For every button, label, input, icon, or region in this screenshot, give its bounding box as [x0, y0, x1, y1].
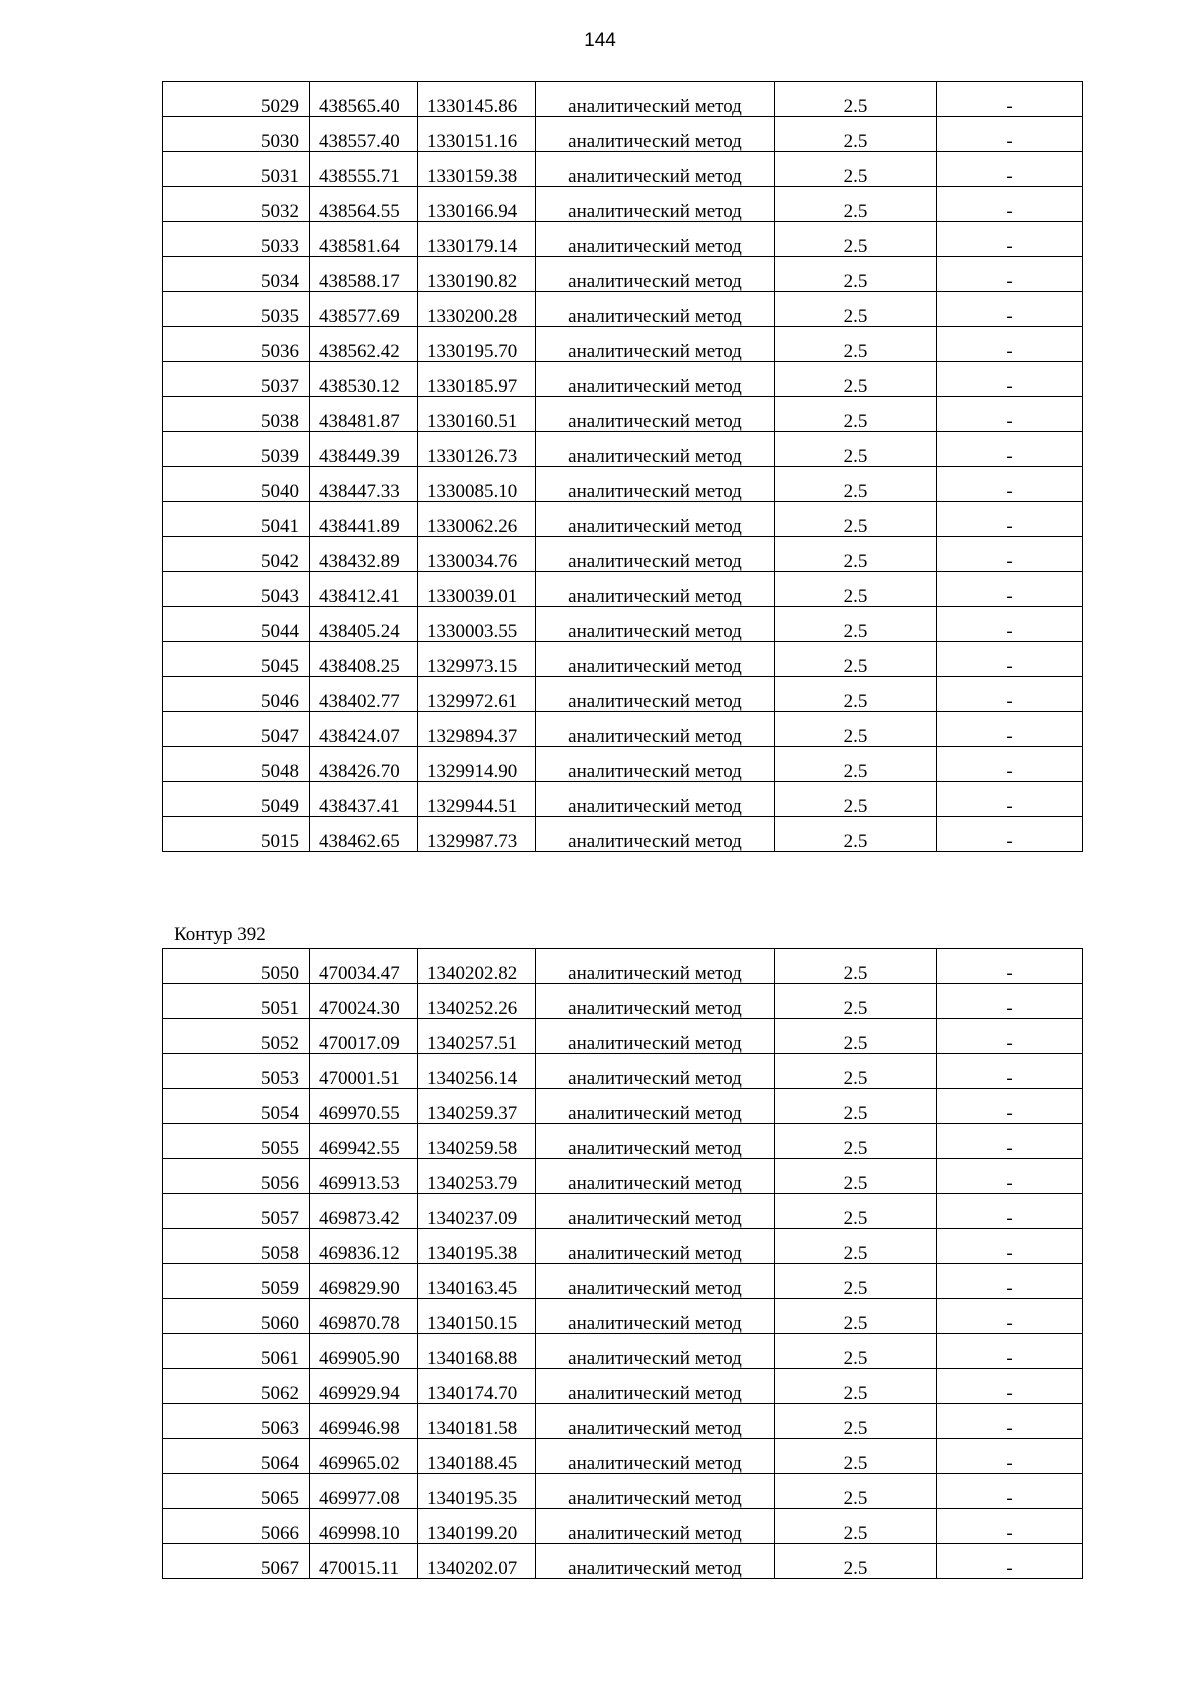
note-cell: - — [937, 152, 1083, 187]
point-number-cell: 5066 — [163, 1509, 310, 1544]
y-coordinate-cell: 1330145.86 — [418, 82, 536, 117]
note-cell: - — [937, 1439, 1083, 1474]
note-cell: - — [937, 117, 1083, 152]
x-coordinate-cell: 438462.65 — [310, 817, 418, 852]
point-number-cell: 5063 — [163, 1404, 310, 1439]
note-cell: - — [937, 467, 1083, 502]
method-cell: аналитический метод — [536, 747, 775, 782]
y-coordinate-cell: 1340195.38 — [418, 1229, 536, 1264]
note-cell: - — [937, 984, 1083, 1019]
method-cell: аналитический метод — [536, 1299, 775, 1334]
x-coordinate-cell: 438564.55 — [310, 187, 418, 222]
table-row — [163, 949, 1083, 984]
table-row — [163, 1019, 1083, 1054]
method-cell: аналитический метод — [536, 642, 775, 677]
point-number-cell: 5037 — [163, 362, 310, 397]
y-coordinate-cell: 1340257.51 — [418, 1019, 536, 1054]
point-number-cell: 5033 — [163, 222, 310, 257]
method-cell: аналитический метод — [536, 1544, 775, 1579]
x-coordinate-cell: 469970.55 — [310, 1089, 418, 1124]
table-row — [163, 257, 1083, 292]
method-cell: аналитический метод — [536, 1194, 775, 1229]
accuracy-cell: 2.5 — [775, 1264, 937, 1299]
coordinates-table-body — [163, 949, 1083, 1579]
y-coordinate-cell: 1329944.51 — [418, 782, 536, 817]
note-cell: - — [937, 1334, 1083, 1369]
accuracy-cell: 2.5 — [775, 1439, 937, 1474]
accuracy-cell: 2.5 — [775, 82, 937, 117]
table-row — [163, 222, 1083, 257]
method-cell: аналитический метод — [536, 1089, 775, 1124]
point-number-cell: 5064 — [163, 1439, 310, 1474]
y-coordinate-cell: 1329987.73 — [418, 817, 536, 852]
note-cell: - — [937, 949, 1083, 984]
method-cell: аналитический метод — [536, 949, 775, 984]
note-cell: - — [937, 1264, 1083, 1299]
y-coordinate-cell: 1330195.70 — [418, 327, 536, 362]
accuracy-cell: 2.5 — [775, 187, 937, 222]
note-cell: - — [937, 607, 1083, 642]
x-coordinate-cell: 438447.33 — [310, 467, 418, 502]
method-cell: аналитический метод — [536, 82, 775, 117]
table-row — [163, 397, 1083, 432]
y-coordinate-cell: 1330085.10 — [418, 467, 536, 502]
point-number-cell: 5038 — [163, 397, 310, 432]
method-cell: аналитический метод — [536, 187, 775, 222]
table-row — [163, 677, 1083, 712]
point-number-cell: 5058 — [163, 1229, 310, 1264]
note-cell: - — [937, 222, 1083, 257]
method-cell: аналитический метод — [536, 432, 775, 467]
table-row — [163, 467, 1083, 502]
note-cell: - — [937, 677, 1083, 712]
accuracy-cell: 2.5 — [775, 1054, 937, 1089]
point-number-cell: 5039 — [163, 432, 310, 467]
x-coordinate-cell: 469836.12 — [310, 1229, 418, 1264]
table-row — [163, 327, 1083, 362]
accuracy-cell: 2.5 — [775, 257, 937, 292]
accuracy-cell: 2.5 — [775, 782, 937, 817]
note-cell: - — [937, 747, 1083, 782]
accuracy-cell: 2.5 — [775, 1229, 937, 1264]
table-row — [163, 1264, 1083, 1299]
x-coordinate-cell: 438565.40 — [310, 82, 418, 117]
x-coordinate-cell: 438577.69 — [310, 292, 418, 327]
method-cell: аналитический метод — [536, 362, 775, 397]
x-coordinate-cell: 438581.64 — [310, 222, 418, 257]
point-number-cell: 5056 — [163, 1159, 310, 1194]
point-number-cell: 5065 — [163, 1474, 310, 1509]
accuracy-cell: 2.5 — [775, 152, 937, 187]
y-coordinate-cell: 1330126.73 — [418, 432, 536, 467]
table-row — [163, 362, 1083, 397]
note-cell: - — [937, 292, 1083, 327]
point-number-cell: 5030 — [163, 117, 310, 152]
note-cell: - — [937, 1229, 1083, 1264]
accuracy-cell: 2.5 — [775, 432, 937, 467]
accuracy-cell: 2.5 — [775, 1474, 937, 1509]
y-coordinate-cell: 1340237.09 — [418, 1194, 536, 1229]
y-coordinate-cell: 1340174.70 — [418, 1369, 536, 1404]
y-coordinate-cell: 1330190.82 — [418, 257, 536, 292]
accuracy-cell: 2.5 — [775, 537, 937, 572]
coordinates-table-contour-392 — [162, 948, 1083, 1579]
note-cell: - — [937, 257, 1083, 292]
y-coordinate-cell: 1329972.61 — [418, 677, 536, 712]
x-coordinate-cell: 438408.25 — [310, 642, 418, 677]
method-cell: аналитический метод — [536, 572, 775, 607]
y-coordinate-cell: 1329894.37 — [418, 712, 536, 747]
accuracy-cell: 2.5 — [775, 502, 937, 537]
accuracy-cell: 2.5 — [775, 1509, 937, 1544]
table-row — [163, 537, 1083, 572]
accuracy-cell: 2.5 — [775, 1544, 937, 1579]
method-cell: аналитический метод — [536, 397, 775, 432]
x-coordinate-cell: 470024.30 — [310, 984, 418, 1019]
x-coordinate-cell: 469965.02 — [310, 1439, 418, 1474]
note-cell: - — [937, 817, 1083, 852]
accuracy-cell: 2.5 — [775, 327, 937, 362]
table-row — [163, 187, 1083, 222]
accuracy-cell: 2.5 — [775, 747, 937, 782]
table-row — [163, 152, 1083, 187]
note-cell: - — [937, 782, 1083, 817]
accuracy-cell: 2.5 — [775, 984, 937, 1019]
method-cell: аналитический метод — [536, 502, 775, 537]
method-cell: аналитический метод — [536, 1509, 775, 1544]
y-coordinate-cell: 1330159.38 — [418, 152, 536, 187]
note-cell: - — [937, 537, 1083, 572]
point-number-cell: 5042 — [163, 537, 310, 572]
note-cell: - — [937, 1019, 1083, 1054]
note-cell: - — [937, 1089, 1083, 1124]
point-number-cell: 5052 — [163, 1019, 310, 1054]
y-coordinate-cell: 1330160.51 — [418, 397, 536, 432]
accuracy-cell: 2.5 — [775, 817, 937, 852]
table-row — [163, 1334, 1083, 1369]
y-coordinate-cell: 1340188.45 — [418, 1439, 536, 1474]
point-number-cell: 5034 — [163, 257, 310, 292]
table-row — [163, 1509, 1083, 1544]
x-coordinate-cell: 470034.47 — [310, 949, 418, 984]
accuracy-cell: 2.5 — [775, 1404, 937, 1439]
accuracy-cell: 2.5 — [775, 949, 937, 984]
method-cell: аналитический метод — [536, 152, 775, 187]
table-row — [163, 572, 1083, 607]
coordinates-table-continued — [162, 81, 1083, 852]
point-number-cell: 5049 — [163, 782, 310, 817]
accuracy-cell: 2.5 — [775, 1019, 937, 1054]
method-cell: аналитический метод — [536, 1264, 775, 1299]
point-number-cell: 5060 — [163, 1299, 310, 1334]
note-cell: - — [937, 1159, 1083, 1194]
method-cell: аналитический метод — [536, 1474, 775, 1509]
accuracy-cell: 2.5 — [775, 677, 937, 712]
y-coordinate-cell: 1340199.20 — [418, 1509, 536, 1544]
table-row — [163, 607, 1083, 642]
y-coordinate-cell: 1330166.94 — [418, 187, 536, 222]
point-number-cell: 5044 — [163, 607, 310, 642]
table-row — [163, 292, 1083, 327]
coordinates-table-body — [163, 82, 1083, 852]
table-row — [163, 432, 1083, 467]
x-coordinate-cell: 438588.17 — [310, 257, 418, 292]
note-cell: - — [937, 327, 1083, 362]
x-coordinate-cell: 438412.41 — [310, 572, 418, 607]
x-coordinate-cell: 438449.39 — [310, 432, 418, 467]
point-number-cell: 5057 — [163, 1194, 310, 1229]
y-coordinate-cell: 1340202.82 — [418, 949, 536, 984]
note-cell: - — [937, 1369, 1083, 1404]
method-cell: аналитический метод — [536, 1369, 775, 1404]
table-row — [163, 1369, 1083, 1404]
y-coordinate-cell: 1340259.58 — [418, 1124, 536, 1159]
table-row — [163, 82, 1083, 117]
point-number-cell: 5045 — [163, 642, 310, 677]
y-coordinate-cell: 1330179.14 — [418, 222, 536, 257]
method-cell: аналитический метод — [536, 467, 775, 502]
point-number-cell: 5062 — [163, 1369, 310, 1404]
method-cell: аналитический метод — [536, 1124, 775, 1159]
point-number-cell: 5053 — [163, 1054, 310, 1089]
x-coordinate-cell: 469977.08 — [310, 1474, 418, 1509]
method-cell: аналитический метод — [536, 1439, 775, 1474]
method-cell: аналитический метод — [536, 782, 775, 817]
note-cell: - — [937, 1124, 1083, 1159]
x-coordinate-cell: 438530.12 — [310, 362, 418, 397]
note-cell: - — [937, 1054, 1083, 1089]
accuracy-cell: 2.5 — [775, 397, 937, 432]
note-cell: - — [937, 1404, 1083, 1439]
accuracy-cell: 2.5 — [775, 467, 937, 502]
y-coordinate-cell: 1340202.07 — [418, 1544, 536, 1579]
accuracy-cell: 2.5 — [775, 1159, 937, 1194]
x-coordinate-cell: 438437.41 — [310, 782, 418, 817]
table-row — [163, 1089, 1083, 1124]
note-cell: - — [937, 1474, 1083, 1509]
y-coordinate-cell: 1340252.26 — [418, 984, 536, 1019]
method-cell: аналитический метод — [536, 1159, 775, 1194]
note-cell: - — [937, 187, 1083, 222]
table-row — [163, 1194, 1083, 1229]
y-coordinate-cell: 1330003.55 — [418, 607, 536, 642]
table-row — [163, 1159, 1083, 1194]
method-cell: аналитический метод — [536, 257, 775, 292]
table-row — [163, 1054, 1083, 1089]
table-row — [163, 747, 1083, 782]
note-cell: - — [937, 1544, 1083, 1579]
point-number-cell: 5054 — [163, 1089, 310, 1124]
method-cell: аналитический метод — [536, 1019, 775, 1054]
accuracy-cell: 2.5 — [775, 712, 937, 747]
note-cell: - — [937, 362, 1083, 397]
x-coordinate-cell: 469929.94 — [310, 1369, 418, 1404]
accuracy-cell: 2.5 — [775, 572, 937, 607]
accuracy-cell: 2.5 — [775, 1369, 937, 1404]
x-coordinate-cell: 469942.55 — [310, 1124, 418, 1159]
y-coordinate-cell: 1340195.35 — [418, 1474, 536, 1509]
method-cell: аналитический метод — [536, 677, 775, 712]
contour-heading: Контур 392 — [174, 924, 266, 945]
point-number-cell: 5047 — [163, 712, 310, 747]
note-cell: - — [937, 432, 1083, 467]
x-coordinate-cell: 469870.78 — [310, 1299, 418, 1334]
y-coordinate-cell: 1330151.16 — [418, 117, 536, 152]
table-row — [163, 712, 1083, 747]
x-coordinate-cell: 438424.07 — [310, 712, 418, 747]
note-cell: - — [937, 1194, 1083, 1229]
accuracy-cell: 2.5 — [775, 1194, 937, 1229]
method-cell: аналитический метод — [536, 1334, 775, 1369]
point-number-cell: 5061 — [163, 1334, 310, 1369]
method-cell: аналитический метод — [536, 292, 775, 327]
table-row — [163, 1229, 1083, 1264]
point-number-cell: 5051 — [163, 984, 310, 1019]
y-coordinate-cell: 1329973.15 — [418, 642, 536, 677]
y-coordinate-cell: 1340259.37 — [418, 1089, 536, 1124]
point-number-cell: 5040 — [163, 467, 310, 502]
point-number-cell: 5059 — [163, 1264, 310, 1299]
method-cell: аналитический метод — [536, 607, 775, 642]
method-cell: аналитический метод — [536, 537, 775, 572]
point-number-cell: 5036 — [163, 327, 310, 362]
y-coordinate-cell: 1330200.28 — [418, 292, 536, 327]
method-cell: аналитический метод — [536, 1054, 775, 1089]
method-cell: аналитический метод — [536, 327, 775, 362]
note-cell: - — [937, 502, 1083, 537]
point-number-cell: 5032 — [163, 187, 310, 222]
method-cell: аналитический метод — [536, 1404, 775, 1439]
x-coordinate-cell: 438481.87 — [310, 397, 418, 432]
y-coordinate-cell: 1329914.90 — [418, 747, 536, 782]
note-cell: - — [937, 1299, 1083, 1334]
x-coordinate-cell: 438402.77 — [310, 677, 418, 712]
method-cell: аналитический метод — [536, 817, 775, 852]
table-row — [163, 1439, 1083, 1474]
x-coordinate-cell: 469946.98 — [310, 1404, 418, 1439]
y-coordinate-cell: 1330185.97 — [418, 362, 536, 397]
x-coordinate-cell: 438555.71 — [310, 152, 418, 187]
point-number-cell: 5048 — [163, 747, 310, 782]
y-coordinate-cell: 1330039.01 — [418, 572, 536, 607]
x-coordinate-cell: 438405.24 — [310, 607, 418, 642]
point-number-cell: 5029 — [163, 82, 310, 117]
accuracy-cell: 2.5 — [775, 117, 937, 152]
table-row — [163, 782, 1083, 817]
method-cell: аналитический метод — [536, 984, 775, 1019]
x-coordinate-cell: 438562.42 — [310, 327, 418, 362]
y-coordinate-cell: 1340168.88 — [418, 1334, 536, 1369]
point-number-cell: 5067 — [163, 1544, 310, 1579]
x-coordinate-cell: 438432.89 — [310, 537, 418, 572]
x-coordinate-cell: 469829.90 — [310, 1264, 418, 1299]
table-row — [163, 1124, 1083, 1159]
table-row — [163, 502, 1083, 537]
method-cell: аналитический метод — [536, 222, 775, 257]
point-number-cell: 5035 — [163, 292, 310, 327]
x-coordinate-cell: 438441.89 — [310, 502, 418, 537]
y-coordinate-cell: 1340253.79 — [418, 1159, 536, 1194]
accuracy-cell: 2.5 — [775, 1334, 937, 1369]
point-number-cell: 5015 — [163, 817, 310, 852]
accuracy-cell: 2.5 — [775, 1124, 937, 1159]
point-number-cell: 5031 — [163, 152, 310, 187]
note-cell: - — [937, 712, 1083, 747]
table-row — [163, 1299, 1083, 1334]
table-row — [163, 1404, 1083, 1439]
point-number-cell: 5041 — [163, 502, 310, 537]
method-cell: аналитический метод — [536, 712, 775, 747]
note-cell: - — [937, 82, 1083, 117]
x-coordinate-cell: 438557.40 — [310, 117, 418, 152]
method-cell: аналитический метод — [536, 117, 775, 152]
point-number-cell: 5043 — [163, 572, 310, 607]
table-row — [163, 642, 1083, 677]
y-coordinate-cell: 1340163.45 — [418, 1264, 536, 1299]
point-number-cell: 5050 — [163, 949, 310, 984]
table-row — [163, 817, 1083, 852]
y-coordinate-cell: 1340256.14 — [418, 1054, 536, 1089]
x-coordinate-cell: 469998.10 — [310, 1509, 418, 1544]
accuracy-cell: 2.5 — [775, 607, 937, 642]
accuracy-cell: 2.5 — [775, 292, 937, 327]
x-coordinate-cell: 470001.51 — [310, 1054, 418, 1089]
point-number-cell: 5046 — [163, 677, 310, 712]
table-row — [163, 117, 1083, 152]
method-cell: аналитический метод — [536, 1229, 775, 1264]
accuracy-cell: 2.5 — [775, 362, 937, 397]
table-row — [163, 1474, 1083, 1509]
y-coordinate-cell: 1340150.15 — [418, 1299, 536, 1334]
x-coordinate-cell: 469905.90 — [310, 1334, 418, 1369]
x-coordinate-cell: 469913.53 — [310, 1159, 418, 1194]
point-number-cell: 5055 — [163, 1124, 310, 1159]
table-row — [163, 1544, 1083, 1579]
note-cell: - — [937, 642, 1083, 677]
accuracy-cell: 2.5 — [775, 222, 937, 257]
x-coordinate-cell: 470015.11 — [310, 1544, 418, 1579]
accuracy-cell: 2.5 — [775, 1089, 937, 1124]
x-coordinate-cell: 438426.70 — [310, 747, 418, 782]
page-number: 144 — [584, 30, 616, 51]
y-coordinate-cell: 1330062.26 — [418, 502, 536, 537]
table-row — [163, 984, 1083, 1019]
y-coordinate-cell: 1330034.76 — [418, 537, 536, 572]
y-coordinate-cell: 1340181.58 — [418, 1404, 536, 1439]
x-coordinate-cell: 470017.09 — [310, 1019, 418, 1054]
note-cell: - — [937, 1509, 1083, 1544]
accuracy-cell: 2.5 — [775, 1299, 937, 1334]
accuracy-cell: 2.5 — [775, 642, 937, 677]
note-cell: - — [937, 397, 1083, 432]
note-cell: - — [937, 572, 1083, 607]
x-coordinate-cell: 469873.42 — [310, 1194, 418, 1229]
